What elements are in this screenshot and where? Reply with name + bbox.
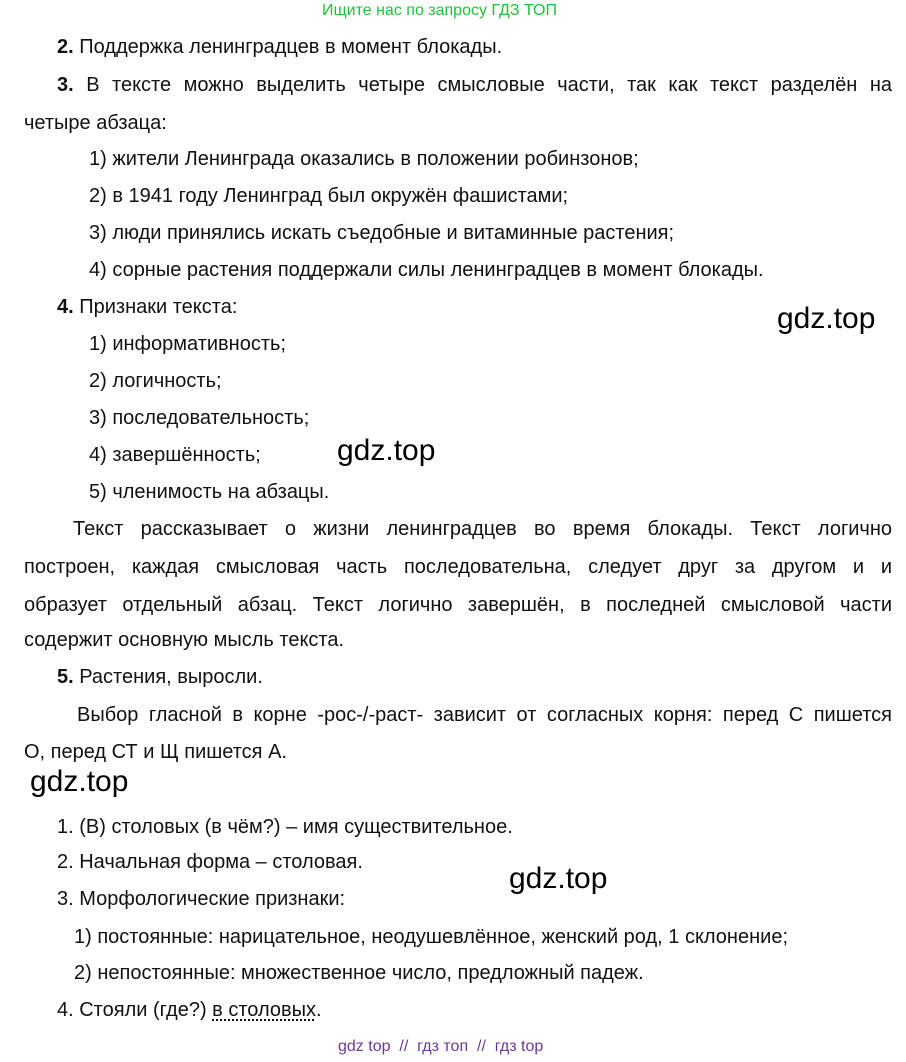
list-item: 2) в 1941 году Ленинград был окружён фашистами; [89,185,569,207]
watermark: gdz.top [509,862,608,895]
paragraph-line: содержит основную мысль текста. [24,629,345,651]
paragraph-line: образует отдельный абзац. Текст логично завершён, в последней смысловой части [24,594,892,616]
watermark: gdz.top [777,302,876,335]
list-item: 4) сорные растения поддержали силы ленинградцев в момент блокады. [89,259,764,281]
list-item: 3) последовательность; [89,407,310,429]
answer-3-line1 [57,73,892,97]
answer-text: Растения, выросли. [79,666,263,688]
watermark: gdz.top [30,765,129,798]
answer-text: В тексте можно выделить четыре смысловые части, так как текст разделён на [86,74,893,96]
answer-4-heading [57,295,237,319]
morph-subitem: 1) постоянные: нарицательное, неодушевлённое, женский род, 1 склонение; [74,926,788,948]
answer-number: 4. [57,296,74,318]
list-item: 4) завершённость; [89,444,261,466]
footer-links[interactable]: gdz top // гдз топ // гдз top [338,1038,544,1055]
answer-number: 3. [57,74,74,96]
morph-item [57,998,322,1022]
answer-text: Поддержка ленинградцев в момент блокады. [79,36,503,58]
list-item: 1) жители Ленинграда оказались в положении робинзонов; [89,148,639,170]
morph-item-prefix: 4. Стояли (где?) [57,999,213,1021]
list-item: 5) членимость на абзацы. [89,481,330,503]
answer-number: 5. [57,666,74,688]
morph-subitem: 2) непостоянные: множественное число, предложный падеж. [74,962,644,984]
rule-line: О, перед СТ и Щ пишется А. [24,741,287,763]
paragraph-line: Текст рассказывает о жизни ленинградцев во время блокады. Текст логично [73,518,892,540]
answer-3-line2: четыре абзаца: [24,112,167,134]
rule-line: Выбор гласной в корне -рос-/-раст- зависит от согласных корня: перед С пишется [77,704,892,726]
answer-text: Признаки текста: [79,296,238,318]
underlined-phrase-text: в столовых [212,999,316,1021]
answer-5 [57,665,263,689]
watermark: gdz.top [337,434,436,467]
underlined-phrase [212,999,316,1021]
list-item: 3) люди принялись искать съедобные и витаминные растения; [89,222,675,244]
morph-item-suffix: . [315,999,322,1021]
top-banner[interactable]: Ищите нас по запросу ГДЗ ТОП [322,2,557,19]
list-item: 2) логичность; [89,370,222,392]
answer-2 [57,35,502,59]
list-item: 1) информативность; [89,333,286,355]
morph-item: 1. (В) столовых (в чём?) – имя существительное. [57,816,513,838]
answer-number: 2. [57,36,74,58]
morph-item: 2. Начальная форма – столовая. [57,851,363,873]
morph-item: 3. Морфологические признаки: [57,888,346,910]
paragraph-line: построен, каждая смысловая часть последовательна, следует друг за другом и и [24,556,892,578]
